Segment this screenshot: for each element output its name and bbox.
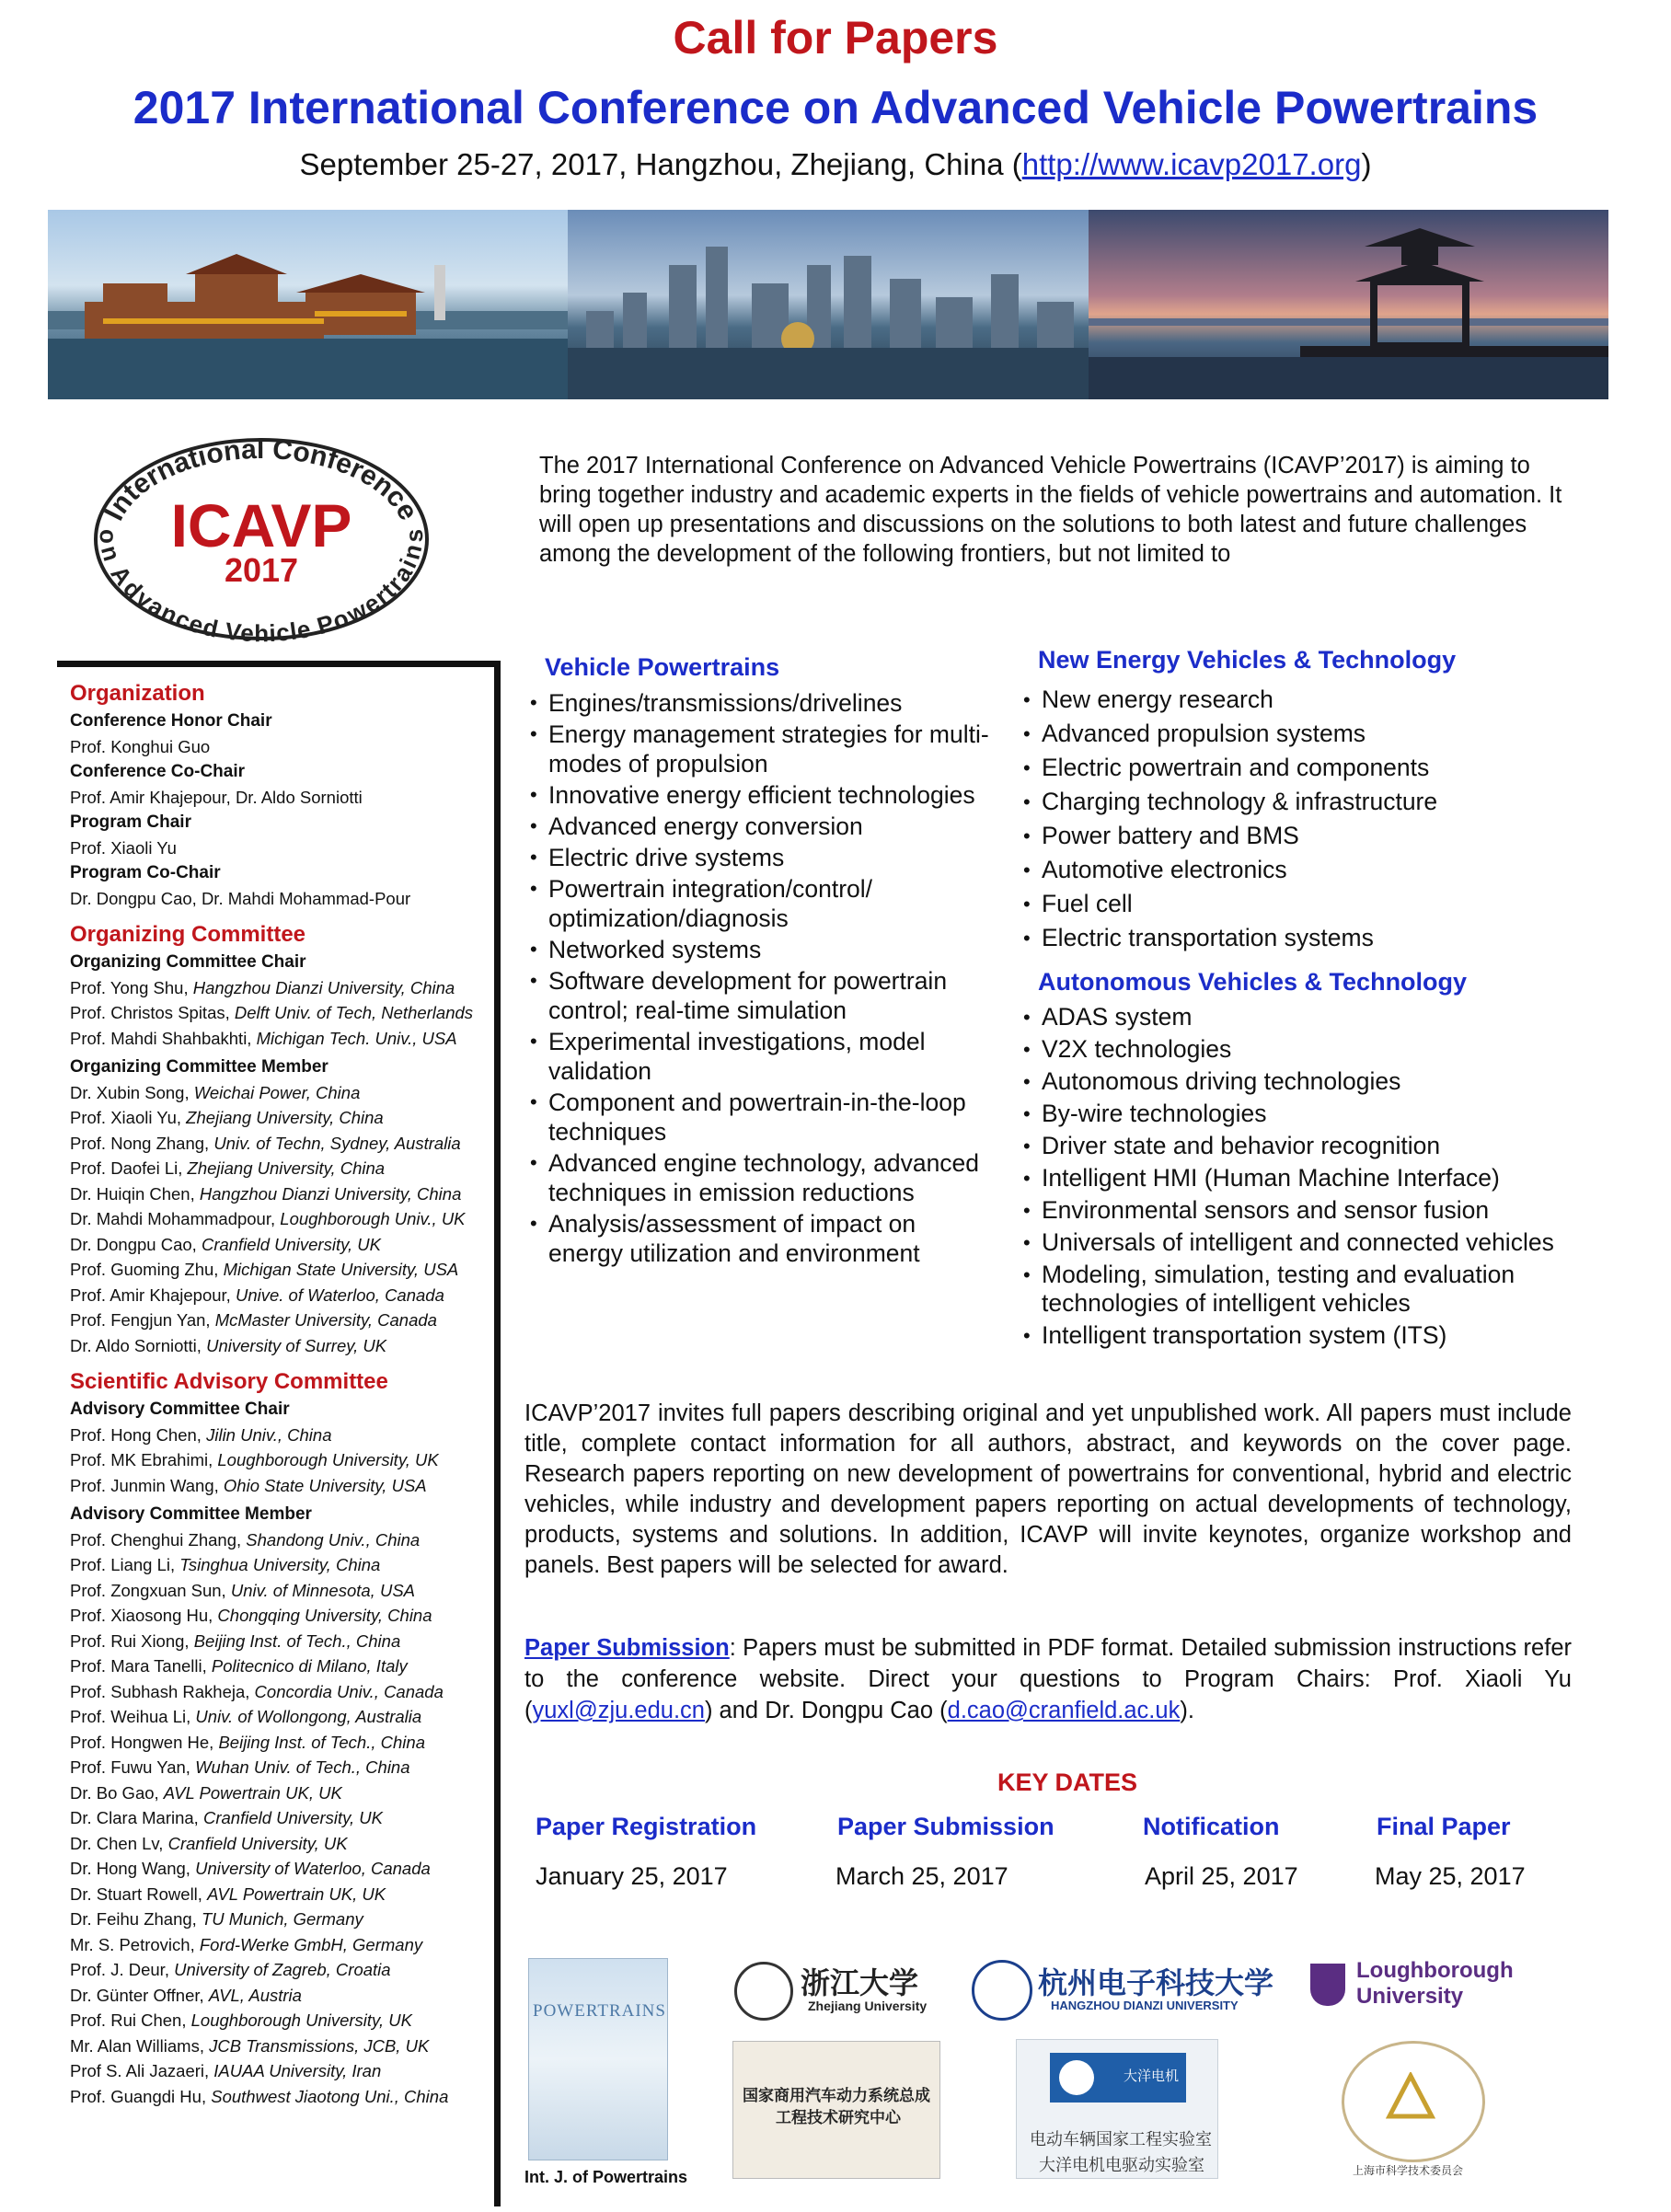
org-role-label: Conference Co-Chair	[70, 762, 246, 781]
lboro-name-2: University	[1356, 1984, 1464, 2009]
committee-member	[70, 1932, 502, 1958]
member-name: Dr. Xubin Song,	[70, 1082, 194, 1102]
hdu-english-name: HANGZHOU DIANZI UNIVERSITY	[1051, 1999, 1239, 2012]
topic-item: • Engines/transmissions/drivelines	[530, 688, 990, 718]
topic-item: • Analysis/assessment of impact on energy utilization and environment	[530, 1209, 990, 1268]
kd-date-submission: March 25, 2017	[836, 1862, 1008, 1890]
email-yuxl-link[interactable]: yuxl@zju.edu.cn	[532, 1698, 705, 1723]
cert-line-1: 国家商用汽车动力系统总成	[743, 2087, 930, 2105]
member-affiliation: Beijing Inst. of Tech., China	[193, 1630, 401, 1651]
member-name: Prof. Fengjun Yan,	[70, 1310, 215, 1330]
submission-text-3: ).	[1180, 1698, 1194, 1723]
organization-heading: Organization	[70, 681, 205, 706]
member-name: Prof. Hongwen He,	[70, 1732, 219, 1752]
topic-item: • Innovative energy efficient technologies	[530, 780, 990, 810]
shanghai-center-seal	[1305, 2039, 1522, 2179]
member-affiliation: Wuhan Univ. of Tech., China	[195, 1757, 410, 1777]
logo-year: 2017	[224, 551, 299, 589]
member-affiliation: University of Waterloo, Canada	[195, 1859, 431, 1878]
cert-line-2: 工程技术研究中心	[776, 2109, 901, 2127]
member-name: Prof S. Ali Jazaeri,	[70, 2061, 214, 2080]
committee-member	[70, 1629, 502, 1654]
member-affiliation: Weichai Power, China	[193, 1082, 361, 1102]
autonomous-list	[1023, 1003, 1658, 1354]
journal-cover-title: POWERTRAINS	[533, 2001, 666, 2021]
member-affiliation: IAUAA University, Iran	[213, 2061, 382, 2080]
advisory-chair-label: Advisory Committee Chair	[70, 1400, 290, 1419]
member-name: Prof. Nong Zhang,	[70, 1133, 214, 1153]
committee-member	[70, 1907, 502, 1932]
member-name: Prof. Amir Khajepour,	[70, 1285, 236, 1305]
member-affiliation: University of Zagreb, Croatia	[174, 1960, 391, 1979]
vehicle-powertrains-list	[530, 688, 990, 1270]
new-energy-heading: New Energy Vehicles & Technology	[1038, 646, 1457, 674]
date-text: September 25-27, 2017, Hangzhou, Zhejiang, China (	[299, 147, 1022, 181]
member-affiliation: AVL Powertrain UK, UK	[207, 1884, 386, 1904]
member-name: Dr. Stuart Rowell,	[70, 1884, 208, 1904]
key-dates-heading: KEY DATES	[997, 1768, 1138, 1796]
member-affiliation: AVL, Austria	[208, 1985, 302, 2005]
autonomous-heading: Autonomous Vehicles & Technology	[1038, 968, 1468, 996]
member-affiliation: Ford-Werke GmbH, Germany	[199, 1934, 423, 1954]
kd-date-notification: April 25, 2017	[1145, 1862, 1298, 1890]
hdu-logo	[972, 1958, 1275, 2019]
committee-member	[70, 1730, 502, 1756]
committee-member	[70, 1156, 502, 1181]
kd-date-final: May 25, 2017	[1375, 1862, 1526, 1890]
member-affiliation: Tsinghua University, China	[179, 1555, 381, 1574]
paper-submission-link[interactable]: Paper Submission	[524, 1635, 730, 1661]
committee-panel	[70, 681, 502, 2109]
logo-acronym: ICAVP	[170, 491, 352, 559]
topic-item: • Universals of intelligent and connected vehicles	[1023, 1228, 1658, 1257]
photo-west-lake-boats	[48, 210, 568, 399]
member-name: Prof. Fuwu Yan,	[70, 1757, 196, 1777]
member-affiliation: Michigan Tech. Univ., USA	[256, 1028, 457, 1048]
member-affiliation: Beijing Inst. of Tech., China	[218, 1732, 425, 1752]
member-name: Prof. Subhash Rakheja,	[70, 1681, 255, 1701]
committee-member	[70, 2008, 502, 2033]
member-affiliation: Chongqing University, China	[217, 1606, 432, 1625]
kd-label-final: Final Paper	[1377, 1813, 1511, 1840]
committee-member	[70, 1423, 502, 1448]
org-person: Dr. Dongpu Cao, Dr. Mahdi Mohammad-Pour	[70, 888, 411, 908]
committee-member	[70, 1473, 502, 1499]
member-name: Dr. Aldo Sorniotti,	[70, 1335, 207, 1355]
topic-item: • Environmental sensors and sensor fusion	[1023, 1196, 1658, 1225]
committee-member	[70, 1181, 502, 1207]
member-affiliation: AVL Powertrain UK, UK	[163, 1782, 342, 1803]
organization-entries	[70, 709, 502, 911]
committee-member	[70, 1704, 502, 1730]
member-name: Prof. Chenghui Zhang,	[70, 1529, 247, 1550]
committee-member	[70, 1957, 502, 1983]
member-affiliation: TU Munich, Germany	[201, 1909, 363, 1929]
advisory-member-label: Advisory Committee Member	[70, 1504, 312, 1524]
lab-line-2: 大洋电机电驱动实验室	[1039, 2156, 1204, 2175]
member-affiliation: Zhejiang University, China	[187, 1158, 386, 1178]
logo-arc-top: International Conference	[98, 434, 424, 526]
member-name: Prof. Mara Tanelli,	[70, 1656, 212, 1676]
member-affiliation: JCB Transmissions, JCB, UK	[209, 2035, 430, 2056]
committee-member	[70, 1882, 502, 1907]
member-affiliation: McMaster University, Canada	[214, 1310, 437, 1330]
org-role-label: Program Chair	[70, 812, 191, 832]
member-name: Dr. Dongpu Cao,	[70, 1234, 202, 1254]
date-location	[0, 147, 1671, 182]
submission-paragraph	[524, 1632, 1572, 1726]
member-name: Dr. Feihu Zhang,	[70, 1909, 202, 1929]
member-affiliation: Loughborough University, UK	[217, 1450, 439, 1469]
advisory-chairs-list	[70, 1423, 502, 1499]
committee-member	[70, 1578, 502, 1604]
organizing-members-list	[70, 1080, 502, 1359]
shanghai-triangle-icon	[1386, 2072, 1435, 2122]
topic-item: • Intelligent transportation system (ITS)	[1023, 1321, 1658, 1350]
committee-member	[70, 2033, 502, 2059]
topic-item: • Electric transportation systems	[1023, 921, 1649, 955]
vehicle-powertrains-heading: Vehicle Powertrains	[545, 653, 780, 681]
zju-english-name: Zhejiang University	[808, 1999, 928, 2013]
kd-label-registration: Paper Registration	[536, 1813, 757, 1840]
topic-item: • Electric drive systems	[530, 843, 990, 872]
committee-member	[70, 1527, 502, 1553]
committee-member	[70, 1000, 502, 1026]
member-name: Mr. S. Petrovich,	[70, 1934, 200, 1954]
member-affiliation: Univ. of Techn, Sydney, Australia	[213, 1133, 461, 1153]
topic-item: • Powertrain integration/control/ optimization/diagnosis	[530, 874, 990, 933]
topic-item: • Experimental investigations, model validation	[530, 1027, 990, 1086]
member-name: Prof. Xiaoli Yu,	[70, 1108, 187, 1127]
member-name: Prof. Weihua Li,	[70, 1707, 196, 1726]
member-name: Dr. Günter Offner,	[70, 1985, 209, 2005]
zhejiang-university-logo	[734, 1958, 942, 2019]
organizing-committee-heading: Organizing Committee	[70, 922, 306, 947]
topic-item: • Modeling, simulation, testing and evaluation technologies of intelligent vehicles	[1023, 1261, 1658, 1318]
member-name: Prof. Yong Shu,	[70, 977, 193, 997]
member-name: Dr. Clara Marina,	[70, 1808, 203, 1827]
zju-chinese-name: 浙江大学	[801, 1965, 919, 2000]
dayang-brand-name: 大洋电机	[1124, 2068, 1180, 2084]
member-affiliation: Michigan State University, USA	[223, 1260, 459, 1279]
dayang-lab-plaque	[1016, 2039, 1218, 2179]
dayang-emblem-icon	[1059, 2060, 1094, 2095]
scientific-committee-heading: Scientific Advisory Committee	[70, 1369, 388, 1394]
journal-caption: Int. J. of Powertrains	[524, 2168, 688, 2186]
banner-photos	[48, 210, 1608, 399]
close-paren: )	[1361, 147, 1372, 181]
committee-member	[70, 1603, 502, 1629]
member-affiliation: Cranfield University, UK	[201, 1234, 381, 1254]
committee-member	[70, 1131, 502, 1157]
loughborough-logo	[1310, 1958, 1522, 2015]
committee-member	[70, 1206, 502, 1232]
member-affiliation: Politecnico di Milano, Italy	[211, 1656, 408, 1676]
topic-item: • Charging technology & infrastructure	[1023, 785, 1649, 819]
org-role-label: Program Co-Chair	[70, 863, 221, 882]
topic-item: • ADAS system	[1023, 1003, 1658, 1031]
topic-item: • Automotive electronics	[1023, 853, 1649, 887]
committee-member	[70, 1653, 502, 1679]
member-affiliation: Unive. of Waterloo, Canada	[235, 1285, 444, 1305]
member-affiliation: Hangzhou Dianzi University, China	[199, 1183, 462, 1204]
committee-member	[70, 1805, 502, 1831]
org-person: Prof. Xiaoli Yu	[70, 837, 177, 858]
kd-date-registration: January 25, 2017	[536, 1862, 728, 1890]
organizing-member-label: Organizing Committee Member	[70, 1057, 328, 1077]
lboro-name-1: Loughborough	[1356, 1958, 1514, 1983]
intro-paragraph: The 2017 International Conference on Advanced Vehicle Powertrains (ICAVP’2017) is aiming to bring together industry and academic experts in the fields of vehicle powertrains and automation. It will open up presentations and discussions on the solutions to both latest and future challenges among the development of the following frontiers, but not limited to	[539, 453, 1562, 567]
member-affiliation: Ohio State University, USA	[223, 1475, 427, 1495]
topic-item: • Advanced engine technology, advanced techniques in emission reductions	[530, 1148, 990, 1207]
committee-member	[70, 1333, 502, 1359]
member-affiliation: Cranfield University, UK	[167, 1833, 348, 1853]
member-name: Prof. Liang Li,	[70, 1555, 180, 1574]
loughborough-shield-icon	[1310, 1964, 1345, 2006]
submission-text-2: ) and Dr. Dongpu Cao (	[704, 1698, 948, 1723]
submission-text: : Papers must be submitted in PDF format. Detailed submission instructions refer to the conference website. Direct your questions to Program Chairs: Prof. Xiaoli Yu (	[524, 1635, 1572, 1723]
member-name: Dr. Hong Wang,	[70, 1859, 196, 1878]
member-name: Prof. Rui Chen,	[70, 2010, 191, 2030]
topic-item: • Power battery and BMS	[1023, 819, 1649, 853]
committee-member	[70, 1308, 502, 1333]
committee-member	[70, 1983, 502, 2009]
member-name: Prof. Junmin Wang,	[70, 1475, 224, 1495]
kd-label-submission: Paper Submission	[837, 1813, 1054, 1840]
new-energy-list	[1023, 683, 1649, 955]
committee-member	[70, 1080, 502, 1106]
org-role-label: Conference Honor Chair	[70, 711, 272, 731]
topic-item: • Energy management strategies for multi-modes of propulsion	[530, 720, 990, 778]
conference-url-link[interactable]: http://www.icavp2017.org	[1021, 147, 1362, 181]
dayang-brand-block	[1050, 2053, 1186, 2103]
organizing-chairs-list	[70, 975, 502, 1052]
organizing-chair-label: Organizing Committee Chair	[70, 952, 306, 972]
topic-item: • V2X technologies	[1023, 1035, 1658, 1064]
conference-title: 2017 International Conference on Advanced Vehicle Powertrains	[133, 82, 1538, 133]
topic-item: • Software development for powertrain control; real-time simulation	[530, 966, 990, 1025]
logo-arc-bottom: on Advanced Vehicle Powertrains	[94, 528, 429, 644]
topic-item: • Autonomous driving technologies	[1023, 1067, 1658, 1096]
member-name: Dr. Chen Lv,	[70, 1833, 168, 1853]
member-name: Prof. Rui Xiong,	[70, 1630, 194, 1651]
member-name: Prof. J. Deur,	[70, 1960, 175, 1979]
committee-member	[70, 1856, 502, 1882]
member-affiliation: Univ. of Minnesota, USA	[230, 1580, 416, 1600]
member-affiliation: Cranfield University, UK	[202, 1808, 383, 1827]
hdu-seal-icon	[972, 1960, 1032, 2021]
member-name: Prof. Xiaosong Hu,	[70, 1606, 218, 1625]
topic-item: • Component and powertrain-in-the-loop techniques	[530, 1088, 990, 1146]
topic-item: • By-wire technologies	[1023, 1100, 1658, 1128]
org-person: Prof. Amir Khajepour, Dr. Aldo Sorniotti	[70, 787, 363, 807]
topic-item: • Advanced energy conversion	[530, 812, 990, 841]
member-name: Prof. Christos Spitas,	[70, 1003, 235, 1022]
member-affiliation: Loughborough Univ., UK	[280, 1209, 466, 1228]
member-name: Mr. Alan Williams,	[70, 2035, 210, 2056]
advisory-members-list	[70, 1527, 502, 2110]
member-name: Prof. MK Ebrahimi,	[70, 1450, 218, 1469]
org-person: Prof. Konghui Guo	[70, 736, 211, 756]
member-name: Dr. Huiqin Chen,	[70, 1183, 200, 1204]
member-affiliation: University of Surrey, UK	[206, 1335, 387, 1355]
committee-member	[70, 2058, 502, 2084]
member-name: Prof. Guangdi Hu,	[70, 2086, 212, 2106]
shanghai-bottom-text: 上海市科学技术委员会	[1353, 2164, 1464, 2177]
member-affiliation: Shandong Univ., China	[246, 1529, 421, 1550]
member-affiliation: Concordia Univ., Canada	[254, 1681, 444, 1701]
topic-item: • Electric powertrain and components	[1023, 751, 1649, 785]
member-name: Prof. Daofei Li,	[70, 1158, 188, 1178]
topic-item: • New energy research	[1023, 683, 1649, 717]
member-affiliation: Southwest Jiaotong Uni., China	[211, 2086, 449, 2106]
member-affiliation: Zhejiang University, China	[186, 1108, 384, 1127]
hdu-chinese-name: 杭州电子科技大学	[1038, 1965, 1274, 2000]
member-name: Dr. Mahdi Mohammadpour,	[70, 1209, 281, 1228]
member-affiliation: Hangzhou Dianzi University, China	[192, 977, 455, 997]
member-affiliation: Jilin Univ., China	[206, 1424, 332, 1445]
zju-seal-icon	[734, 1962, 793, 2021]
topic-item: • Advanced propulsion systems	[1023, 717, 1649, 751]
powertrains-journal-cover	[528, 1958, 668, 2160]
member-affiliation: Loughborough University, UK	[190, 2010, 412, 2030]
topic-item: • Fuel cell	[1023, 887, 1649, 921]
member-name: Prof. Zongxuan Sun,	[70, 1580, 231, 1600]
call-for-papers-title: Call for Papers	[673, 12, 998, 63]
committee-member	[70, 2084, 502, 2110]
photo-pavilion-sunset	[1089, 210, 1608, 399]
photo-hangzhou-skyline	[568, 210, 1088, 399]
member-name: Prof. Mahdi Shahbakhti,	[70, 1028, 257, 1048]
committee-member	[70, 1283, 502, 1308]
committee-member	[70, 1447, 502, 1473]
committee-member	[70, 1232, 502, 1258]
member-affiliation: Delft Univ. of Tech, Netherlands	[234, 1003, 474, 1022]
lab-line-1: 电动车辆国家工程实验室	[1030, 2130, 1212, 2149]
committee-member	[70, 1105, 502, 1131]
member-name: Prof. Hong Chen,	[70, 1424, 207, 1445]
topic-item: • Networked systems	[530, 935, 990, 964]
member-name: Prof. Guoming Zhu,	[70, 1260, 224, 1279]
invite-paragraph: ICAVP’2017 invites full papers describing original and yet unpublished work. All papers must include title, complete contact information for all authors, abstract, and keywords on the cover page. Research papers reporting on new development of powertrains for conventional, hybrid and electric vehicles, while industry and development papers reporting on actual developments of technology, products, systems and solutions. In addition, ICAVP will invite keynotes, organize workshop and panels. Best papers will be selected for award.	[524, 1400, 1572, 1578]
committee-member	[70, 975, 502, 1001]
topic-item: • Intelligent HMI (Human Machine Interface)	[1023, 1164, 1658, 1192]
email-cao-link[interactable]: d.cao@cranfield.ac.uk	[947, 1698, 1181, 1723]
committee-member	[70, 1257, 502, 1283]
engineering-center-plaque	[732, 2041, 940, 2179]
member-affiliation: Univ. of Wollongong, Australia	[195, 1707, 422, 1726]
committee-member	[70, 1026, 502, 1052]
icavp-logo	[90, 434, 432, 644]
member-name: Dr. Bo Gao,	[70, 1782, 164, 1803]
committee-member	[70, 1552, 502, 1578]
committee-member	[70, 1831, 502, 1857]
kd-label-notification: Notification	[1143, 1813, 1280, 1840]
committee-member	[70, 1679, 502, 1705]
topic-item: • Driver state and behavior recognition	[1023, 1132, 1658, 1160]
